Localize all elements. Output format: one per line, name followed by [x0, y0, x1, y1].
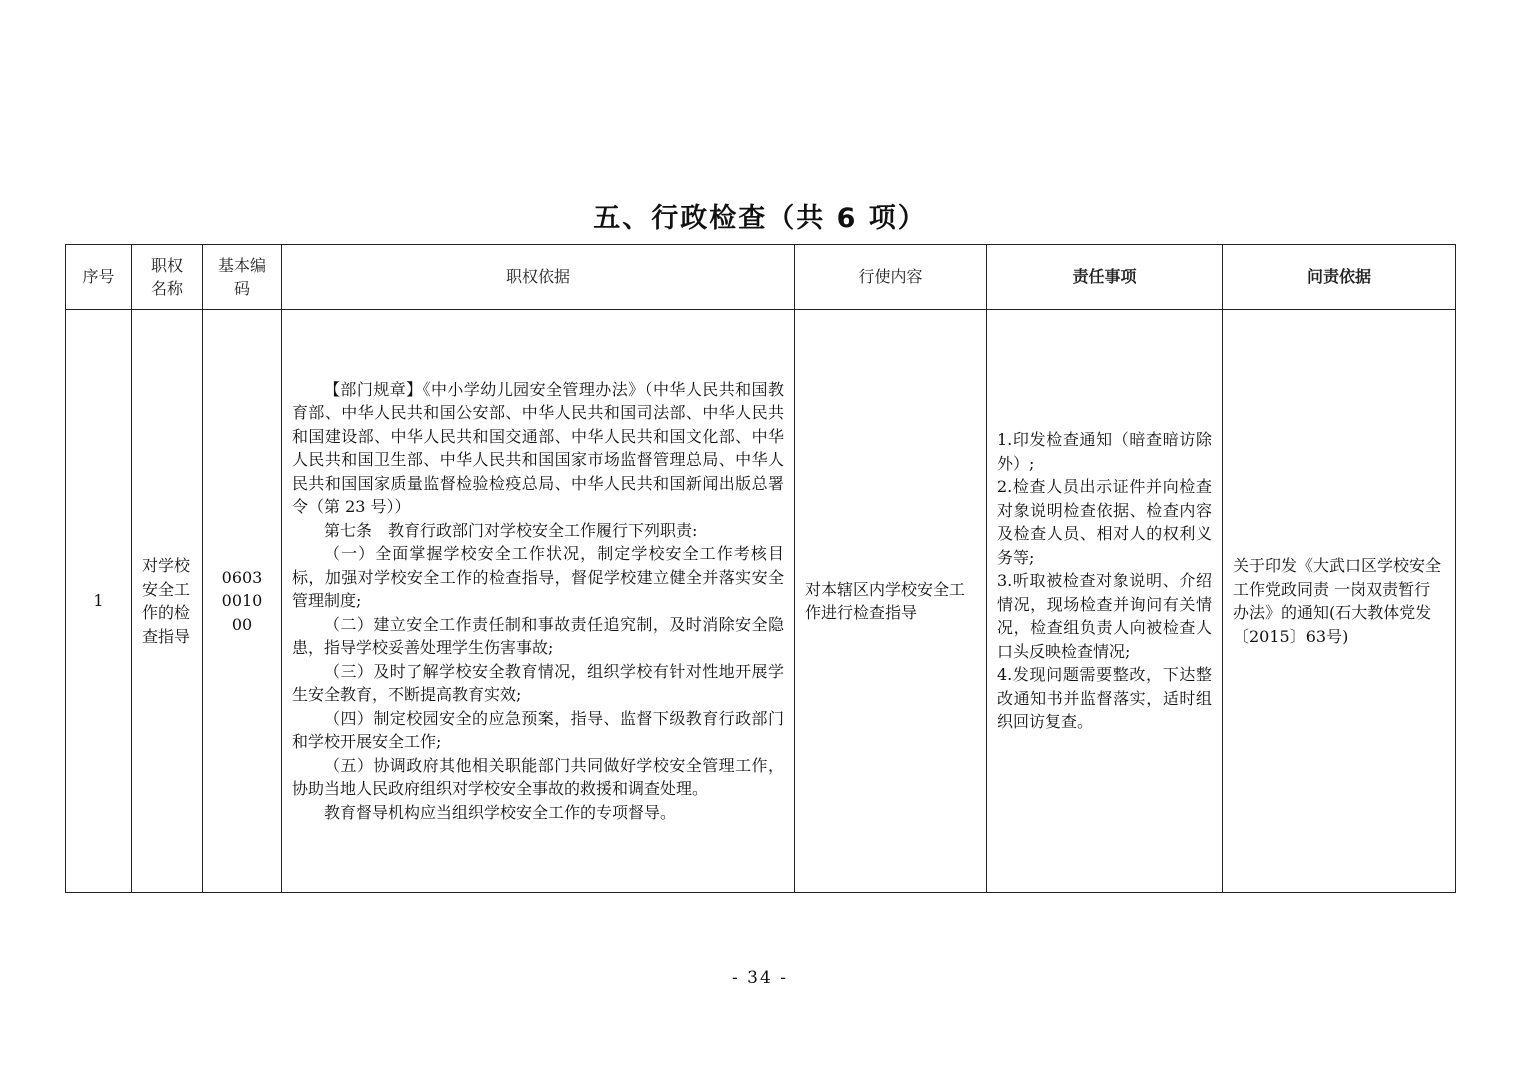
- header-name: [132, 245, 203, 310]
- cell-duty: [987, 310, 1223, 893]
- basis-paragraph: （二）建立安全工作责任制和事故责任追究制，及时消除安全隐患，指导学校妥善处理学生伤害事故;: [292, 614, 784, 658]
- cell-accountability: 关于印发《大武口区学校安全工作党政同责 一岗双责暂行办法》的通知(石大教体党发〔2015〕63号): [1223, 310, 1456, 893]
- cell-content: 对本辖区内学校安全工作进行检查指导: [795, 310, 987, 893]
- header-seq: 序号: [66, 245, 132, 310]
- header-basis: 职权依据: [282, 245, 795, 310]
- basis-paragraph: 第七条 教育行政部门对学校安全工作履行下列职责:: [324, 520, 698, 540]
- basis-paragraph: （一）全面掌握学校安全工作状况，制定学校安全工作考核目标，加强对学校安全工作的检查指导，督促学校建立健全并落实安全管理制度;: [292, 544, 784, 611]
- cell-code-text: 0603001000: [221, 567, 263, 634]
- page-number: - 34 -: [732, 968, 788, 988]
- header-code-text: 基本编码: [217, 255, 266, 298]
- basis-paragraph: （三）及时了解学校安全教育情况，组织学校有针对性地开展学生安全教育，不断提高教育实效;: [292, 661, 784, 705]
- header-name-text: 职权名称: [150, 255, 183, 298]
- header-code: [203, 245, 282, 310]
- duty-item: 4.发现问题需要整改，下达整改通知书并监督落实，适时组织回访复查。: [997, 665, 1212, 731]
- header-duty: 责任事项: [987, 245, 1223, 310]
- duty-item: 3.听取被检查对象说明、介绍情况，现场检查并询问有关情况，检查组负责人向被检查人口头反映检查情况;: [997, 571, 1212, 661]
- duty-item: 2.检查人员出示证件并向检查对象说明检查依据、检查内容及检查人员、相对人的权利义务等;: [997, 477, 1212, 567]
- administrative-inspection-table: [65, 244, 1456, 893]
- header-row: [66, 245, 1456, 310]
- page-title: 五、行政检查（共 6 项）: [593, 203, 927, 234]
- cell-basis: [282, 310, 795, 893]
- table-header: [66, 245, 1456, 310]
- header-content: 行使内容: [795, 245, 987, 310]
- basis-paragraph: （四）制定校园安全的应急预案，指导、监督下级教育行政部门和学校开展安全工作;: [292, 708, 784, 752]
- cell-seq: 1: [66, 310, 132, 893]
- header-accountability: 问责依据: [1223, 245, 1456, 310]
- duty-item: 1.印发检查通知（暗查暗访除外）;: [997, 430, 1212, 473]
- table-row: [66, 310, 1456, 893]
- cell-name: 对学校安全工作的检查指导: [132, 310, 203, 893]
- basis-paragraph: （五）协调政府其他相关职能部门共同做好学校安全管理工作，协助当地人民政府组织对学校安全事故的救援和调查处理。: [292, 755, 784, 799]
- duty-list: [997, 310, 1212, 734]
- cell-code: [203, 310, 282, 893]
- basis-paragraph: 【部门规章】《中小学幼儿园安全管理办法》（中华人民共和国教育部、中华人民共和国公安部、中华人民共和国司法部、中华人民共和国建设部、中华人民共和国交通部、中华人民共和国文化部、中华人民共和国卫生部、中华人民共和国国家市场监督管理总局、中华人民共和国国家质量监督检验检疫总局、中华人民共和国新闻出版总署令（第 23 号））: [292, 379, 784, 517]
- basis-paragraph: 教育督导机构应当组织学校安全工作的专项督导。: [324, 802, 677, 822]
